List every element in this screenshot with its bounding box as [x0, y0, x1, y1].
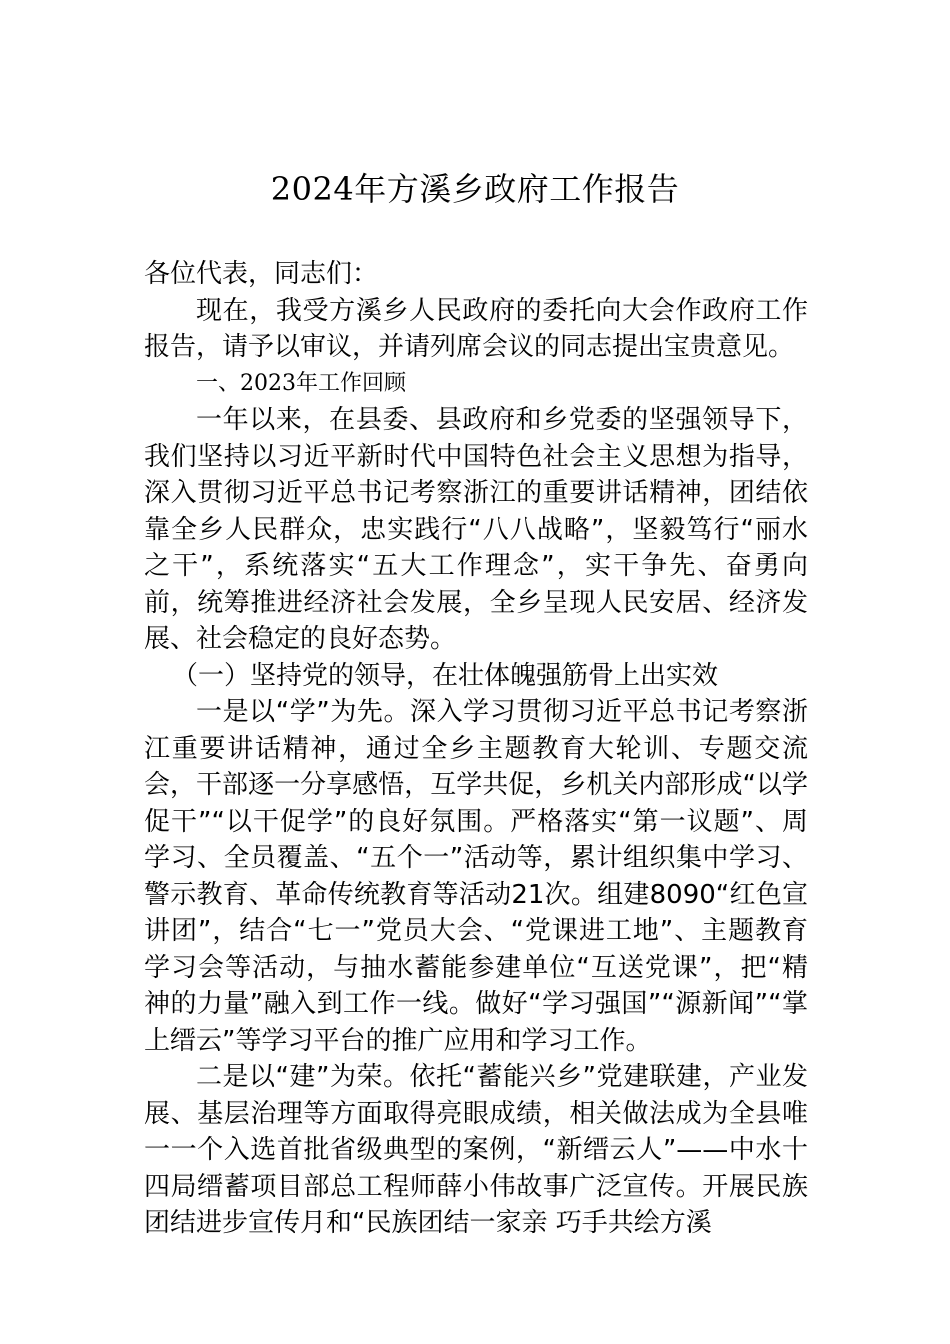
salutation: 各位代表，同志们： [144, 259, 379, 289]
point-two-paragraph: 二是以“建”为荣。依托“蓄能兴乡”党建联建，产业发展、基层治理等方面取得亮眼成绩，相关做法成为全县唯一一个入选首批省级典型的案例，“新缙云人”——中水十四局缙蓄项目部总工程师薛小伟故事广泛宣传。开展民族团结进步宣传月和“民族团结一家亲 巧手共绘方溪 [144, 1062, 808, 1238]
section-paragraph: 一年以来，在县委、县政府和乡党委的坚强领导下，我们坚持以习近平新时代中国特色社会主义思想为指导，深入贯彻习近平总书记考察浙江的重要讲话精神，团结依靠全乡人民群众，忠实践行“八八战略”，坚毅笃行“丽水之干”，系统落实“五大工作理念”，实干争先、奋勇向前，统筹推进经济社会发展，全乡呈现人民安居、经济发展、社会稳定的良好态势。 [144, 405, 808, 654]
document-body [144, 256, 808, 1242]
section-heading: 一、2023年工作回顾 [196, 370, 406, 396]
point-one-paragraph: 一是以“学”为先。深入学习贯彻习近平总书记考察浙江重要讲话精神，通过全乡主题教育大轮训、专题交流会，干部逐一分享感悟，互学共促，乡机关内部形成“以学促干”“以干促学”的良好氛围。严格落实“第一议题”、周学习、全员覆盖、“五个一”活动等，累计组织集中学习、警示教育、革命传统教育等活动21次。组建8090“红色宣讲团”，结合“七一”党员大会、“党课进工地”、主题教育学习会等活动，与抽水蓄能参建单位“互送党课”，把“精神的力量”融入到工作一线。做好“学习强国”“源新闻”“掌上缙云”等学习平台的推广应用和学习工作。 [144, 697, 808, 1056]
intro-paragraph: 现在，我受方溪乡人民政府的委托向大会作政府工作报告，请予以审议，并请列席会议的同志提出宝贵意见。 [144, 295, 808, 362]
document-title: 2024年方溪乡政府工作报告 [270, 170, 680, 208]
subsection-heading: （一）坚持党的领导，在壮体魄强筋骨上出实效 [172, 660, 719, 691]
